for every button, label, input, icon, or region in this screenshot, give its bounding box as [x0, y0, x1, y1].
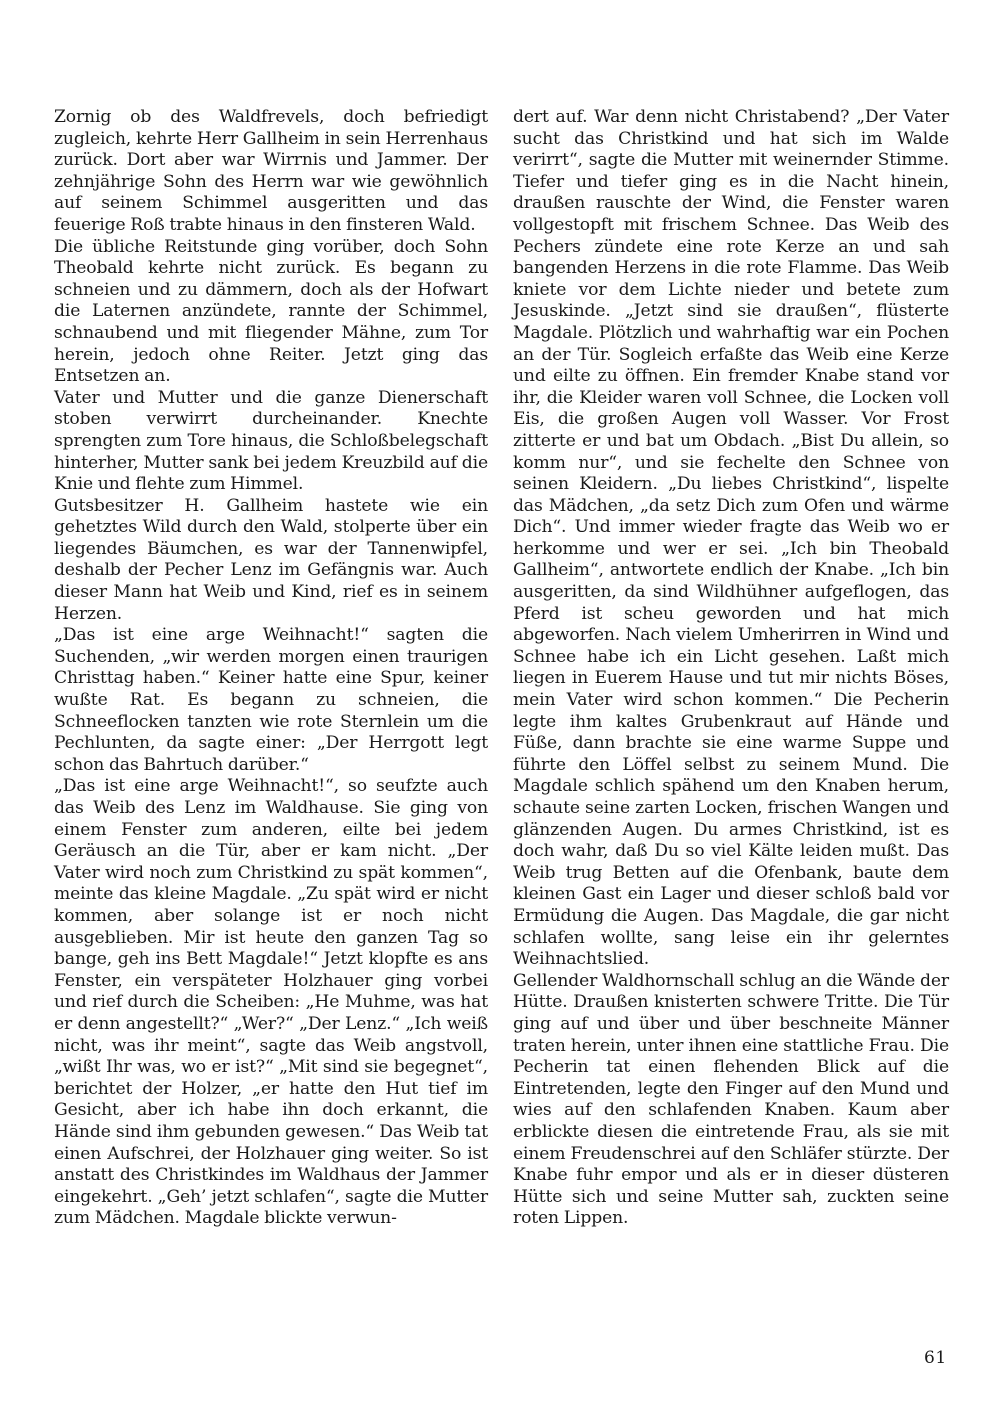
- paragraph: Zornig ob des Waldfrevels, doch befriedigt zugleich, kehrte Herr Gallheim in sein Herrenhaus zurück. Dort aber war Wirrnis und Jammer. Der zehnjährige Sohn des Herrn war wie gewöhnlich auf seinem Schimmel ausgeritten und das feuerige Roß trabte hinaus in den finsteren Wald.: [54, 107, 488, 235]
- paragraph: Vater und Mutter und die ganze Dienerschaft stoben verwirrt durcheinander. Knechte sprengten zum Tore hinaus, die Schloßbelegschaft hinterher, Mutter sank bei jedem Kreuzbild auf die Knie und flehte zum Himmel.: [54, 387, 488, 495]
- left-text-column: [54, 107, 488, 1230]
- page-number: 61: [924, 1348, 947, 1368]
- paragraph: „Das ist eine arge Weihnacht!“, so seufzte auch das Weib des Lenz im Waldhause. Sie ging von einem Fenster zum anderen, eilte bei jedem Geräusch an die Tür, aber er kam nicht. „Der Vater wird noch zum Christkind zu spät kommen“, meinte das kleine Magdale. „Zu spät wird er nicht kommen, aber solange ist er noch nicht ausgeblieben. Mir ist heute den ganzen Tag so bange, geh ins Bett Magdale!“ Jetzt klopfte es ans Fenster, ein verspäteter Holzhauer ging vorbei und rief durch die Scheiben: „He Muhme, was hat er denn angestellt?“ „Wer?“ „Der Lenz.“ „Ich weiß nicht, was ihr meint“, sagte das Weib angstvoll, „wißt Ihr was, wo er ist?“ „Mit sind sie begegnet“, berichtet der Holzer, „er hatte den Hut tief im Gesicht, aber ich habe ihn doch erkannt, die Hände sind ihm gebunden gewesen.“ Das Weib tat einen Aufschrei, der Holzhauer ging weiter. So ist anstatt des Christkindes im Waldhaus der Jammer eingekehrt. „Geh’ jetzt schlafen“, sagte die Mutter zum Mädchen. Magdale blickte verwun-: [54, 776, 488, 1229]
- paragraph: „Das ist eine arge Weihnacht!“ sagten die Suchenden, „wir werden morgen einen traurigen Christtag haben.“ Keiner hatte eine Spur, keiner wußte Rat. Es begann zu schneien, die Schneeflocken tanzten wie rote Sternlein um die Pechlunten, da sagte einer: „Der Herrgott legt schon das Bahrtuch darüber.“: [54, 625, 488, 775]
- paragraph: dert auf. War denn nicht Christabend? „Der Vater sucht das Christkind und hat sich im Walde verirrt“, sagte die Mutter mit weinernder Stimme. Tiefer und tiefer ging es in die Nacht hinein, draußen rauschte der Wind, die Fenster waren vollgestopft mit frischem Schnee. Das Weib des Pechers zündete eine rote Kerze an und sah bangenden Herzens in die rote Flamme. Das Weib kniete vor dem Lichte nieder und betete zum Jesuskinde. „Jetzt sind sie draußen“, flüsterte Magdale. Plötzlich und wahrhaftig war ein Pochen an der Tür. Sogleich erfaßte das Weib eine Kerze und eilte zu öffnen. Ein fremder Knabe stand vor ihr, die Kleider waren voll Schnee, die Locken voll Eis, die großen Augen voll Wasser. Vor Frost zitterte er und bat um Obdach. „Bist Du allein, so komm nur“, und sie fechelte den Schnee von seinen Kleidern. „Du liebes Christkind“, lispelte das Mädchen, „da setz Dich zum Ofen und wärme Dich“. Und immer wieder fragte das Weib wo er herkomme und wer er sei. „Ich bin Theobald Gallheim“, antwortete endlich der Knabe. „Ich bin ausgeritten, da sind Wildhühner aufgeflogen, das Pferd ist scheu geworden und hat mich abgeworfen. Nach vielem Umherirren in Wind und Schnee habe ich ein Licht gesehen. Laßt mich liegen in Euerem Hause und tut mir nichts Böses, mein Vater wird schon kommen.“ Die Pecherin legte ihm kaltes Grubenkraut auf Hände und Füße, dann brachte sie eine warme Suppe und führte den Löffel selbst zu seinem Mund. Die Magdale schlich spähend um den Knaben herum, schaute seine zarten Locken, frischen Wangen und glänzenden Augen. Du armes Christkind, ist es doch wahr, daß Du so viel Kälte leiden mußt. Das Weib trug Betten auf die Ofenbank, baute dem kleinen Gast ein Lager und dieser schloß bald vor Ermüdung die Augen. Das Magdale, die gar nicht schlafen wollte, sang leise ein ihr gelerntes Weihnachtslied.: [513, 107, 949, 970]
- paragraph: Gutsbesitzer H. Gallheim hastete wie ein gehetztes Wild durch den Wald, stolperte über ein liegendes Bäumchen, es war der Tannenwipfel, deshalb der Pecher Lenz im Gefängnis war. Auch dieser Mann hat Weib und Kind, rief es in seinem Herzen.: [54, 495, 488, 624]
- right-text-column: [513, 107, 949, 1230]
- paragraph: Die übliche Reitstunde ging vorüber, doch Sohn Theobald kehrte nicht zurück. Es begann zu schneien und zu dämmern, doch als der Hofwart die Laternen anzündete, rannte der Schimmel, schnaubend und mit fliegender Mähne, zum Tor herein, jedoch ohne Reiter. Jetzt ging das Entsetzen an.: [54, 236, 488, 387]
- paragraph: Gellender Waldhornschall schlug an die Wände der Hütte. Draußen knisterten schwere Tritte. Die Tür ging auf und über und über beschneite Männer traten herein, unter ihnen eine stattliche Frau. Die Pecherin tat einen flehenden Blick auf die Eintretenden, legte den Finger auf den Mund und wies auf den schlafenden Knaben. Kaum aber erblickte diesen die eintretende Frau, als sie mit einem Freudenschrei auf den Schläfer stürzte. Der Knabe fuhr empor und als er in dieser düsteren Hütte sich und seine Mutter sah, zuckten seine roten Lippen.: [513, 970, 949, 1229]
